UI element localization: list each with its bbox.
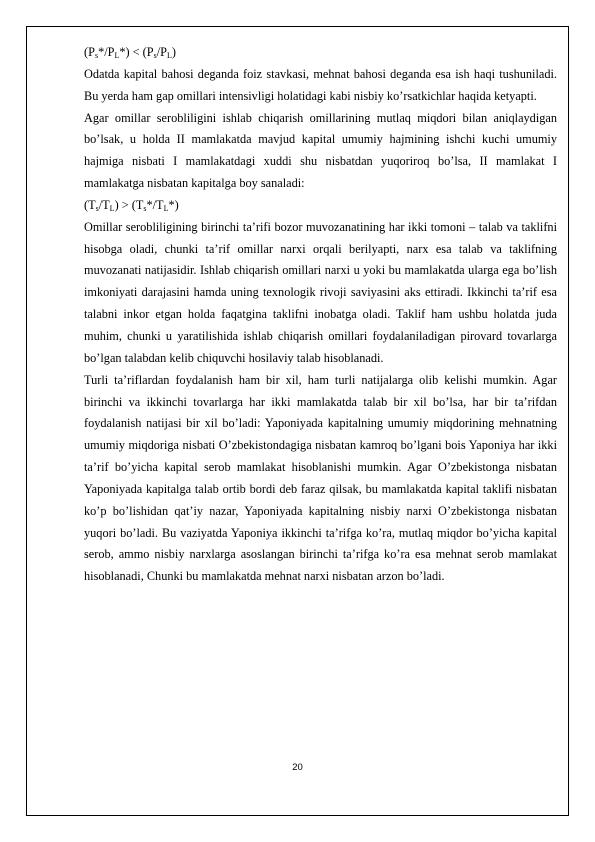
formula-factor-quantities: $(T_s/T_L) > (T_s*/T_L*)$ (84, 197, 179, 213)
paragraph-japan-uzbekistan-example: Turli ta’riflardan foydalanish ham bir xil, ham turli natijalarga olib kelishi mumkin. Agar birinchi va ikkinchi tovarlarga har ikki mamlakatda talab bir xil bo’lsa, har bir ta’rifdan foydalanish natijasi bir xil bo’ladi: Yaponiyada kapitalning umumiy miqdorining mehnatning umumiy miqdoriga nisbati O’zbekistondagiga nisbatan kamroq bo’lgani bois Yaponiya har ikki ta’rif bo’yicha kapital serob mamlakat hisoblanishi mumkin. Agar O’zbekistonga nisbatan Yaponiyada kapitalga talab ortib bordi deb faraz qilsak, bu mamlakatda kapital taklifi nisbatan ko’p bo’lishidan qat’iy nazar, Yaponiyada kapitalning nisbiy narxi O’zbekistonga nisbatan yuqori bo’ladi. Bu vaziyatda Yaponiya ikkinchi ta’rifga ko’ra, mutlaq miqdor bo’yicha kapital serob, ammo nisbiy narxlarga asoslangan birinchi ta’rifga ko’ra esa mehnat serob mamlakat hisoblanadi, Chunki bu mamlakatda mehnat narxi nisbatan arzon bo’ladi. (84, 372, 557, 584)
formula-factor-prices: $(P_s*/P_L*) < (P_s/P_L)$ (84, 45, 177, 60)
page-number: 20 (292, 762, 303, 773)
paragraph-price-definition: Odatda kapital bahosi deganda foiz stavkasi, mehnat bahosi deganda esa ish haqi tushuniladi. Bu yerda ham gap omillari intensivligi holatidagi kabi nisbiy ko’rsatkichlar haqida ketyapti. (84, 66, 557, 103)
document-body (84, 42, 557, 588)
paragraph-definition-comparison: Omillar serobliligining birinchi ta’rifi bozor muvozanatining har ikki tomoni – talab va taklifni hisobga oladi, chunki ta’rif omillar narxi orqali berilyapti, narx esa talab va taklifning muvozanati natijasidir. Ishlab chiqarish omillari narxi u yoki bu mamlakatda ularga ega bo’lish imkoniyati darajasini hamda uning texnologik rivoji saviyasini aks ettiradi. Ikkinchi ta’rif esa talabni inkor etgan holda faqatgina taklifni inobatga oladi. Taklif ham ushbu holatda juda muhim, chunki u yaratilishida ishlab chiqarish omillari foydalaniladigan pirovard tovarlarga bo’lgan talabdan kelib chiquvchi hosilaviy talab hisoblanadi. (84, 219, 557, 365)
paragraph-abundance-definition: Agar omillar serobliligini ishlab chiqarish omillarining mutlaq miqdori bilan aniqlaydigan bo’lsak, u holda II mamlakatda mavjud kapital umumiy hajmining ishchi kuchi umumiy hajmiga nisbati I mamlakatdagi xuddi shu nisbatdan yuqoriroq bo’lsa, II mamlakat I mamlakatga nisbatan kapitalga boy sanaladi: (84, 110, 557, 191)
